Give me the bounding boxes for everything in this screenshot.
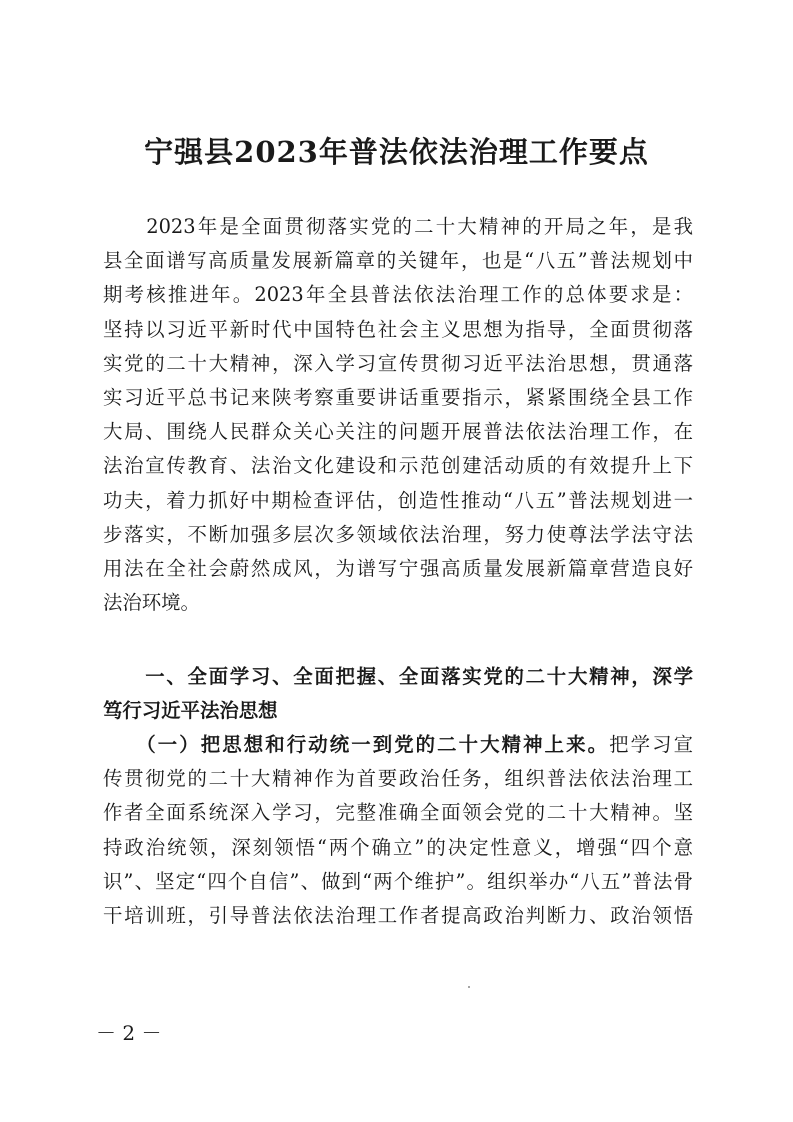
scan-speck xyxy=(468,986,470,988)
subsection-line: 持政治统领，深刻领悟“两个确立”的决定性意义，增强“四个意 xyxy=(103,835,693,859)
intro-line: 坚持以习近平新时代中国特色社会主义思想为指导，全面贯彻落 xyxy=(103,317,693,341)
intro-line: 实党的二十大精神，深入学习宣传贯彻习近平法治思想，贯通落 xyxy=(103,351,693,375)
subsection-first-line xyxy=(103,728,693,762)
heading-line: 一、全面学习、全面把握、全面落实党的二十大精神，深学 xyxy=(103,665,693,688)
intro-line: 2023年是全面贯彻落实党的二十大精神的开局之年，是我 xyxy=(103,215,693,238)
page-number: － 2 － xyxy=(96,1021,162,1045)
intro-line: 县全面谱写高质量发展新篇章的关键年，也是“八五”普法规划中 xyxy=(103,249,693,273)
intro-line: 步落实，不断加强多层次多领域依法治理，努力使尊法学法守法 xyxy=(103,522,693,546)
intro-line: 大局、围绕人民群众关心关注的问题开展普法依法治理工作，在 xyxy=(103,420,693,444)
subsection-paragraph-1 xyxy=(103,728,693,933)
subsection-lead: （一）把思想和行动统一到党的二十大精神上来。 xyxy=(103,733,610,756)
intro-line: 实习近平总书记来陕考察重要讲话重要指示，紧紧围绕全县工作 xyxy=(103,386,693,410)
intro-paragraph xyxy=(103,210,693,620)
subsection-lead-rest: 把学习宣 xyxy=(609,733,693,756)
subsection-line: 识”、坚定“四个自信”、做到“两个维护”。组织举办“八五”普法骨 xyxy=(103,869,693,893)
intro-line: 功夫，着力抓好中期检查评估，创造性推动“八五”普法规划进一 xyxy=(103,488,693,512)
subsection-line: 干培训班，引导普法依法治理工作者提高政治判断力、政治领悟 xyxy=(103,904,693,928)
intro-line: 法治宣传教育、法治文化建设和示范创建活动质的有效提升上下 xyxy=(103,454,693,478)
heading-line: 笃行习近平法治思想 xyxy=(103,699,278,723)
intro-line: 用法在全社会蔚然成风，为谱写宁强高质量发展新篇章营造良好 xyxy=(103,557,693,581)
section-heading-1 xyxy=(103,660,693,728)
subsection-line: 作者全面系统深入学习，完整准确全面领会党的二十大精神。坚 xyxy=(103,801,693,825)
document-title: 宁强县2023年普法依法治理工作要点 xyxy=(144,135,649,169)
subsection-line: 传贯彻党的二十大精神作为首要政治任务，组织普法依法治理工 xyxy=(103,767,693,791)
intro-line: 期考核推进年。2023年全县普法依法治理工作的总体要求是： xyxy=(103,283,693,307)
intro-line: 法治环境。 xyxy=(103,591,200,615)
